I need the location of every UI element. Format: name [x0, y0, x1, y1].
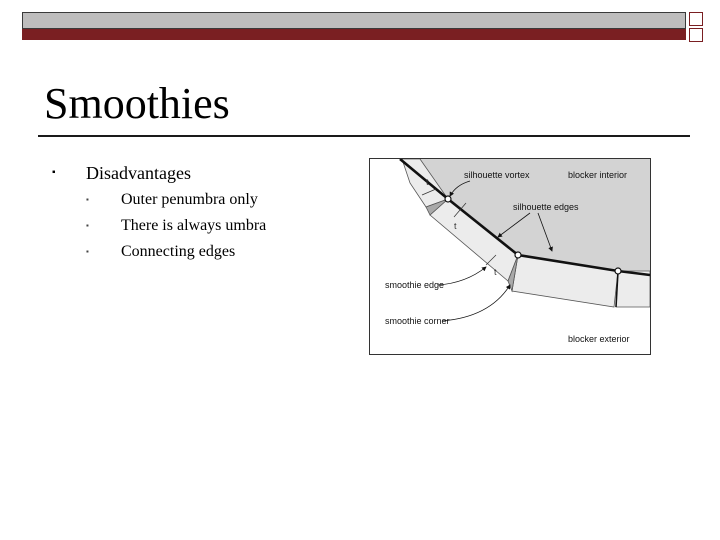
silhouette-vertex-3: [615, 268, 621, 274]
t-mark-3: t: [494, 267, 497, 277]
slide-title: Smoothies: [44, 79, 230, 128]
smoothie-edge-strip-4: [616, 271, 650, 307]
label-blocker-exterior: blocker exterior: [568, 334, 630, 344]
top-bar-red-band: [22, 29, 686, 40]
sub-bullet-text: Outer penumbra only: [121, 191, 258, 208]
leader-smoothie-corner: [442, 285, 510, 321]
t-mark-2: t: [454, 221, 457, 231]
smoothie-diagram-svg: [370, 159, 650, 354]
sub-bullet-text: There is always umbra: [121, 217, 267, 234]
title-underline: [38, 135, 690, 137]
corner-square-bottom: [689, 28, 703, 42]
label-smoothie-edge: smoothie edge: [385, 280, 445, 290]
label-silhouette-edges: silhouette edges: [513, 202, 579, 212]
bullet-marker: ▪: [52, 167, 56, 178]
label-blocker-interior: blocker interior: [568, 170, 628, 180]
top-decorative-bar: [22, 12, 686, 40]
bullet-heading-text: Disadvantages: [86, 163, 191, 183]
top-bar-grey-band: [22, 12, 686, 29]
sub-bullet-text: Connecting edges: [121, 243, 236, 260]
sub-bullet-marker: ▪: [86, 195, 89, 204]
silhouette-vertex-2: [515, 252, 521, 258]
label-smoothie-corner: smoothie corner: [385, 316, 450, 326]
t-mark-1: t: [426, 177, 429, 187]
silhouette-vertex-1: [445, 196, 451, 202]
corner-square-top: [689, 12, 703, 26]
sub-bullet-marker: ▪: [86, 247, 89, 256]
sub-bullet-marker: ▪: [86, 221, 89, 230]
leader-smoothie-edge: [438, 267, 486, 285]
label-silhouette-vertex: silhouette vortex: [464, 170, 530, 180]
smoothie-diagram: [369, 158, 651, 355]
